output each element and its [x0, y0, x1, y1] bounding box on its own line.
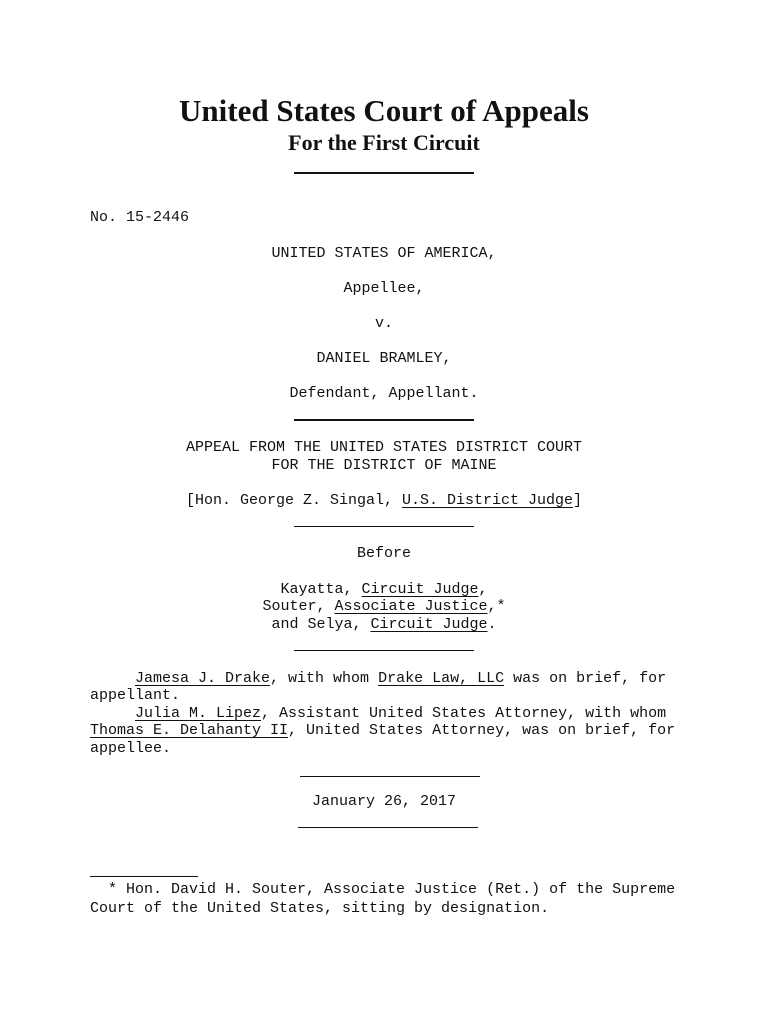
district-judge-line	[0, 492, 768, 510]
judge1-name: Kayatta,	[280, 581, 362, 598]
judge3-title: Circuit Judge	[370, 616, 488, 633]
court-title: United States Court of Appeals	[179, 93, 589, 128]
judge2-name: Souter,	[262, 598, 335, 615]
panel-rule	[294, 650, 474, 651]
decision-date: January 26, 2017	[311, 793, 457, 810]
counsel-appellee	[135, 705, 666, 723]
judge-title: U.S. District Judge	[402, 492, 574, 509]
judge3-suffix: .	[487, 616, 497, 633]
defendant-role: Defendant, Appellant.	[289, 385, 479, 402]
appellant-end: was on brief, for	[504, 670, 667, 687]
appellee-attorney-2: Thomas E. Delahanty II	[90, 722, 289, 739]
panel-judge-2	[0, 598, 768, 616]
case-number: No. 15-2446	[90, 209, 190, 226]
appeal-line-1: APPEAL FROM THE UNITED STATES DISTRICT COURT	[185, 439, 583, 456]
counsel-appellant-cont: appellant.	[90, 687, 181, 704]
counsel-appellee-line2	[90, 722, 675, 740]
judge1-suffix: ,	[478, 581, 488, 598]
parties-rule	[294, 419, 474, 421]
circuit-subtitle: For the First Circuit	[288, 130, 480, 155]
appeal-line-2: FOR THE DISTRICT OF MAINE	[271, 457, 497, 474]
appellant-firm: Drake Law, LLC	[378, 670, 505, 687]
counsel-appellee-cont: appellee.	[90, 740, 172, 757]
footnote-line-2: Court of the United States, sitting by designation.	[90, 900, 550, 917]
panel-judge-1	[0, 581, 768, 599]
appellee-attorney: Julia M. Lipez	[135, 705, 262, 722]
footnote-line-1: * Hon. David H. Souter, Associate Justice (Ret.) of the Supreme	[90, 881, 676, 898]
date-rule	[298, 827, 478, 828]
counsel-rule	[300, 776, 480, 777]
appellee-end: , United States Attorney, was on brief, for	[288, 722, 676, 739]
judge-prefix: [Hon. George Z. Singal,	[185, 492, 402, 509]
panel-judge-3	[0, 616, 768, 634]
plaintiff-name: UNITED STATES OF AMERICA,	[271, 245, 497, 262]
judge2-title: Associate Justice	[334, 598, 488, 615]
footnote-rule	[90, 876, 198, 877]
appellant-attorney: Jamesa J. Drake	[135, 670, 271, 687]
appellant-mid: , with whom	[270, 670, 379, 687]
plaintiff-role: Appellee,	[343, 280, 425, 297]
appeal-rule	[294, 526, 474, 527]
versus: v.	[374, 315, 393, 332]
before-label: Before	[356, 545, 411, 562]
appellee-mid: , Assistant United States Attorney, with whom	[261, 705, 667, 722]
judge1-title: Circuit Judge	[361, 581, 479, 598]
judge3-name: and Selya,	[271, 616, 371, 633]
judge-suffix: ]	[573, 492, 583, 509]
counsel-appellant	[135, 670, 666, 688]
judge2-suffix: ,*	[487, 598, 506, 615]
header-rule	[294, 172, 474, 174]
defendant-name: DANIEL BRAMLEY,	[316, 350, 452, 367]
